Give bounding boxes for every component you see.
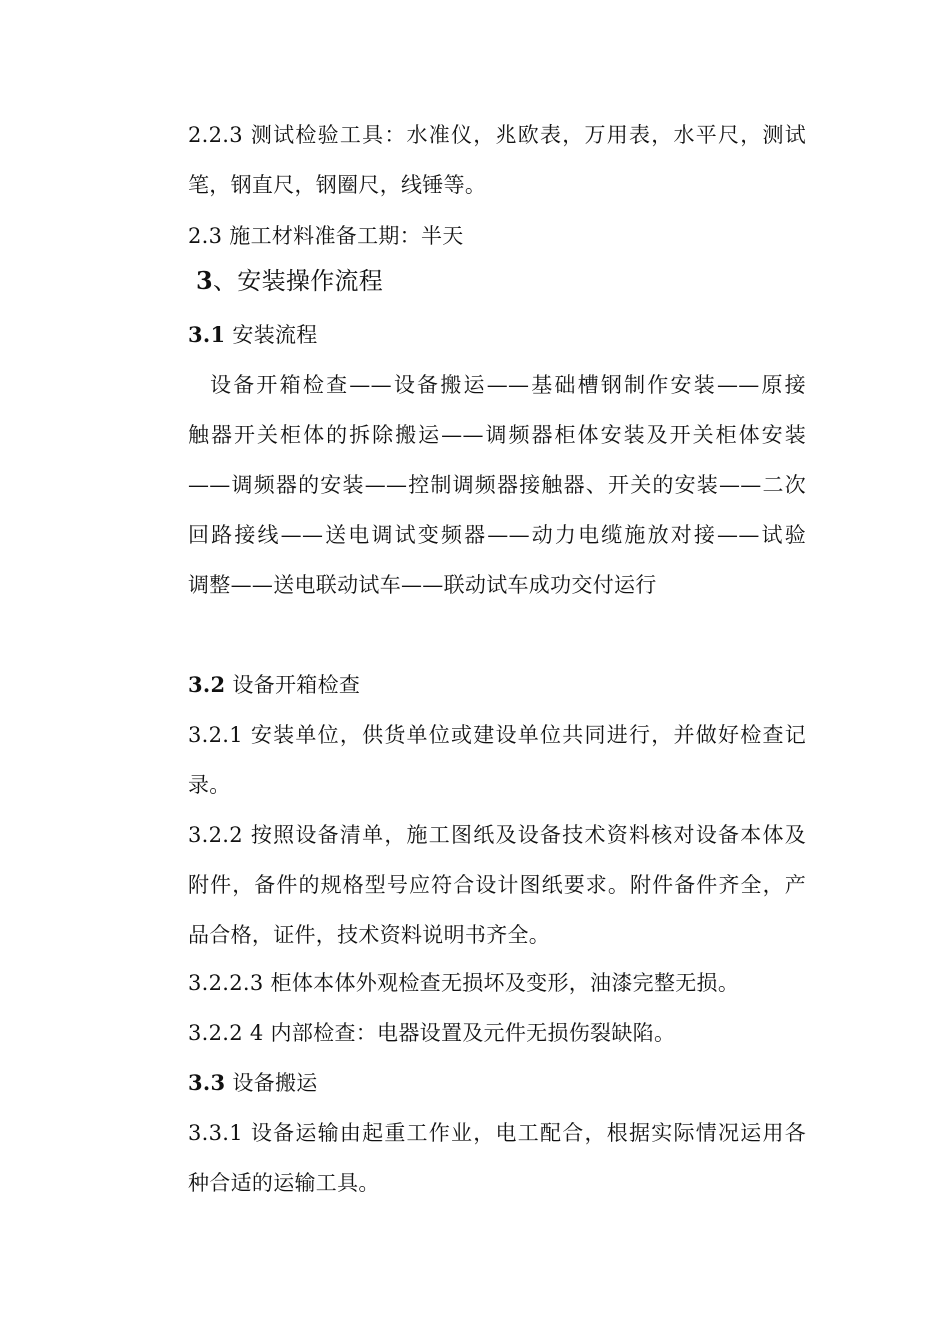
section-title: 、安装操作流程 (213, 267, 384, 295)
subsection-title: 安装流程 (225, 323, 318, 347)
subsection-number: 3.2 (188, 672, 226, 697)
text-line-3-2-2-cont-2: 品合格，证件，技术资料说明书齐全。 (188, 923, 551, 947)
flow-paragraph-line-2: 触器开关柜体的拆除搬运——调频器柜体安装及开关柜体安装 (188, 423, 806, 447)
text-line-3-2-1: 3.2.1 安装单位，供货单位或建设单位共同进行，并做好检查记 (188, 723, 806, 747)
text-line-3-2-2-cont-1: 附件，备件的规格型号应符合设计图纸要求。附件备件齐全，产 (188, 873, 806, 897)
flow-paragraph-line-3: ——调频器的安装——控制调频器接触器、开关的安装——二次 (188, 473, 806, 497)
text-line-3-3-1: 3.3.1 设备运输由起重工作业，电工配合，根据实际情况运用各 (188, 1121, 806, 1145)
subsection-heading-3-2 (188, 672, 360, 698)
flow-paragraph-line-1: 设备开箱检查——设备搬运——基础槽钢制作安装——原接 (210, 373, 806, 397)
text-line-3-2-2-3: 3.2.2.3 柜体本体外观检查无损坏及变形，油漆完整无损。 (188, 971, 740, 995)
subsection-title: 设备搬运 (225, 1071, 318, 1095)
section-number: 3 (196, 266, 213, 295)
text-line-3-2-2-4: 3.2.2 4 内部检查：电器设置及元件无损伤裂缺陷。 (188, 1021, 676, 1045)
text-line-2-2-3-cont: 笔，钢直尺，钢圈尺，线锤等。 (188, 173, 487, 197)
text-line-2-2-3: 2.2.3 测试检验工具：水准仪，兆欧表，万用表，水平尺，测试 (188, 123, 806, 147)
flow-paragraph-line-5: 调整——送电联动试车——联动试车成功交付运行 (188, 573, 657, 597)
subsection-number: 3.3 (188, 1070, 226, 1095)
subsection-title: 设备开箱检查 (225, 673, 361, 697)
text-line-3-2-2: 3.2.2 按照设备清单，施工图纸及设备技术资料核对设备本体及 (188, 823, 806, 847)
text-line-2-3: 2.3 施工材料准备工期：半天 (188, 224, 464, 248)
subsection-heading-3-3 (188, 1070, 318, 1096)
text-line-3-3-1-cont: 种合适的运输工具。 (188, 1171, 380, 1195)
section-heading-3 (196, 268, 383, 294)
text-line-3-2-1-cont: 录。 (188, 773, 231, 797)
flow-paragraph-line-4: 回路接线——送电调试变频器——动力电缆施放对接——试验 (188, 523, 806, 547)
subsection-heading-3-1 (188, 322, 318, 348)
subsection-number: 3.1 (188, 322, 226, 347)
